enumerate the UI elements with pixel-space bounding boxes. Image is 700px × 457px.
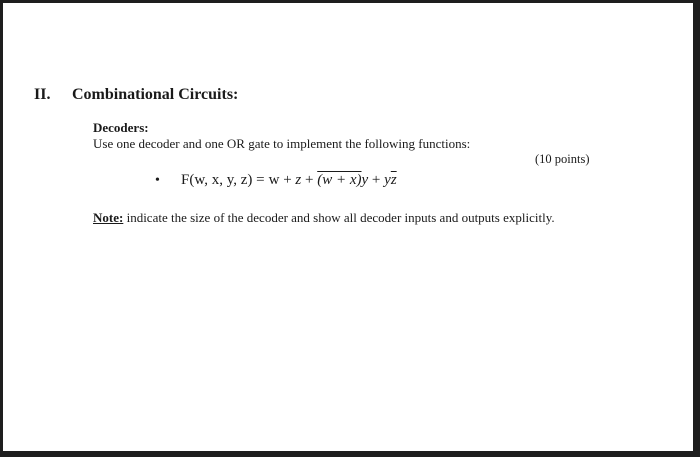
note-text: indicate the size of the decoder and show all decoder inputs and outputs explicitly.: [123, 210, 555, 225]
note-line: [93, 210, 555, 226]
frame-right-border: [693, 0, 700, 457]
points-label: (10 points): [535, 152, 590, 166]
section-number: II.: [34, 86, 51, 103]
formula-plus: +: [279, 172, 296, 188]
decoders-heading: Decoders:: [93, 120, 149, 135]
formula-plus: +: [301, 172, 318, 188]
section-heading: [34, 86, 238, 104]
formula-term-y: y: [384, 172, 391, 188]
formula-term-complement-w-plus-x: (w + x): [317, 172, 362, 188]
note-label: Note:: [93, 210, 124, 225]
formula-term-z-complement: $\overline{z}$: [390, 172, 397, 188]
section-title: Combinational Circuits:: [72, 86, 239, 103]
frame-left-border: [0, 0, 3, 457]
formula-term-w: w: [268, 172, 280, 188]
formula-term-y: y: [361, 172, 369, 188]
formula-term-z: z: [295, 172, 302, 188]
formula-lhs: F(w, x, y, z) =: [181, 172, 265, 188]
formula-plus: +: [368, 172, 385, 188]
bullet-icon: •: [155, 173, 160, 188]
frame-bottom-border: [0, 451, 700, 457]
formula-row: [155, 172, 397, 189]
decoders-instruction: Use one decoder and one OR gate to implement the following functions:: [93, 136, 471, 151]
formula-rhs: [269, 172, 397, 189]
frame-top-border: [0, 0, 700, 3]
